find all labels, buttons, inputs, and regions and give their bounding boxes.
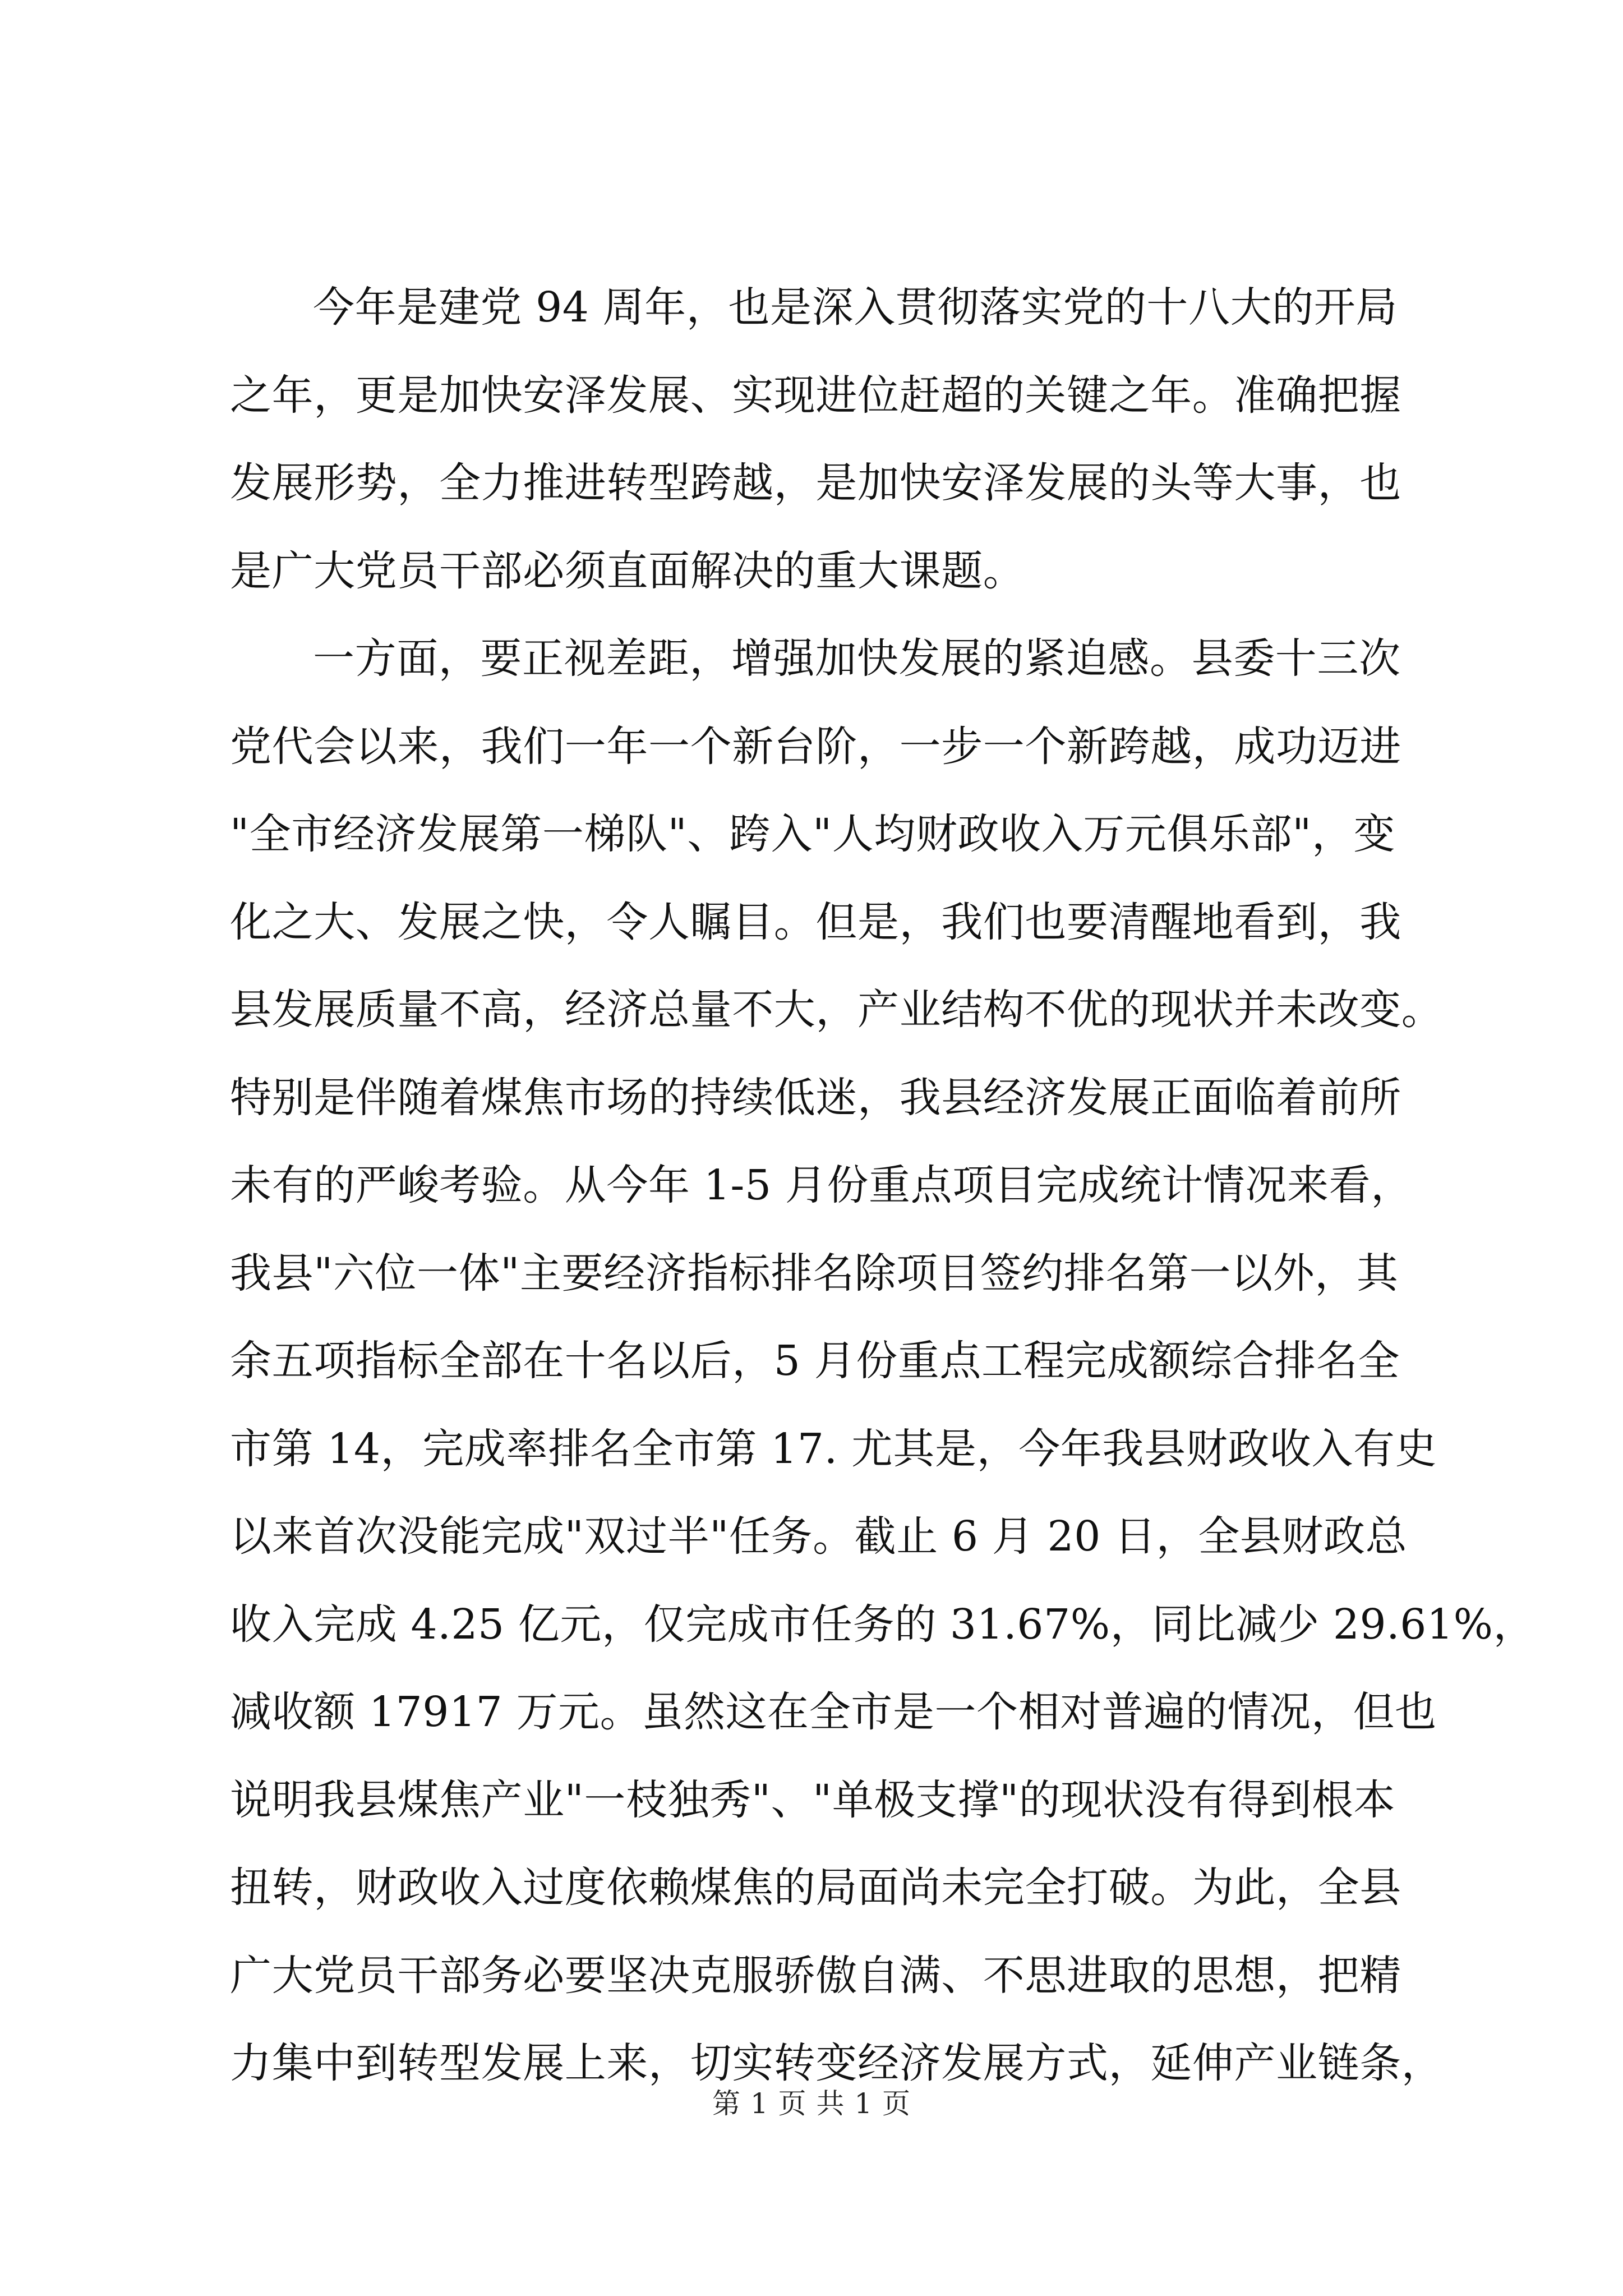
- paragraph-2-line-15: 扭转，财政收入过度依赖煤焦的局面尚未完全打破。为此，全县: [230, 1864, 1401, 1912]
- paragraph-2-line-7: 未有的严峻考验。从今年 1-5 月份重点项目完成统计情况来看，: [230, 1161, 1413, 1209]
- paragraph-2-line-1: 一方面，要正视差距，增强加快发展的紧迫感。县委十三次: [313, 634, 1401, 683]
- paragraph-2-line-17: 力集中到转型发展上来，切实转变经济发展方式，延伸产业链条，: [230, 2039, 1444, 2087]
- paragraph-1-line-2: 之年，更是加快安泽发展、实现进位赶超的关键之年。准确把握: [230, 371, 1401, 420]
- paragraph-2-line-2: 党代会以来，我们一年一个新台阶，一步一个新跨越，成功迈进: [230, 722, 1401, 771]
- paragraph-2-line-4: 化之大、发展之快，令人瞩目。但是，我们也要清醒地看到，我: [230, 898, 1401, 946]
- paragraph-2-line-9: 余五项指标全部在十名以后，5 月份重点工程完成额综合排名全: [230, 1337, 1400, 1385]
- paragraph-2-line-10: 市第 14，完成率排名全市第 17. 尤其是，今年我县财政收入有史: [230, 1424, 1437, 1473]
- document-body: [230, 264, 1536, 2108]
- paragraph-2-line-12: 收入完成 4.25 亿元，仅完成市任务的 31.67%，同比减少 29.61%，: [230, 1600, 1536, 1649]
- paragraph-2-line-3: "全市经济发展第一梯队"、跨入"人均财政收入万元俱乐部"，变: [230, 810, 1396, 858]
- paragraph-2-line-6: 特别是伴随着煤焦市场的持续低迷，我县经济发展正面临着前所: [230, 1073, 1401, 1122]
- paragraph-2-line-5: 县发展质量不高，经济总量不大，产业结构不优的现状并未改变。: [230, 986, 1444, 1034]
- paragraph-2-line-11: 以来首次没能完成"双过半"任务。截止 6 月 20 日，全县财政总: [230, 1512, 1408, 1561]
- page-footer: 第 1 页 共 1 页: [712, 2087, 911, 2120]
- paragraph-1-line-4: 是广大党员干部必须直面解决的重大课题。: [230, 546, 1025, 595]
- paragraph-1-line-1: 今年是建党 94 周年，也是深入贯彻落实党的十八大的开局: [313, 283, 1398, 332]
- paragraph-2-line-13: 减收额 17917 万元。虽然这在全市是一个相对普遍的情况，但也: [230, 1688, 1437, 1736]
- paragraph-1-line-3: 发展形势，全力推进转型跨越，是加快安泽发展的头等大事，也: [230, 459, 1401, 507]
- paragraph-2-line-8: 我县"六位一体"主要经济指标排名除项目签约排名第一以外，其: [230, 1249, 1399, 1297]
- paragraph-2-line-16: 广大党员干部务必要坚决克服骄傲自满、不思进取的思想，把精: [230, 1951, 1401, 2000]
- paragraph-2-line-14: 说明我县煤焦产业"一枝独秀"、"单极支撑"的现状没有得到根本: [230, 1775, 1396, 1824]
